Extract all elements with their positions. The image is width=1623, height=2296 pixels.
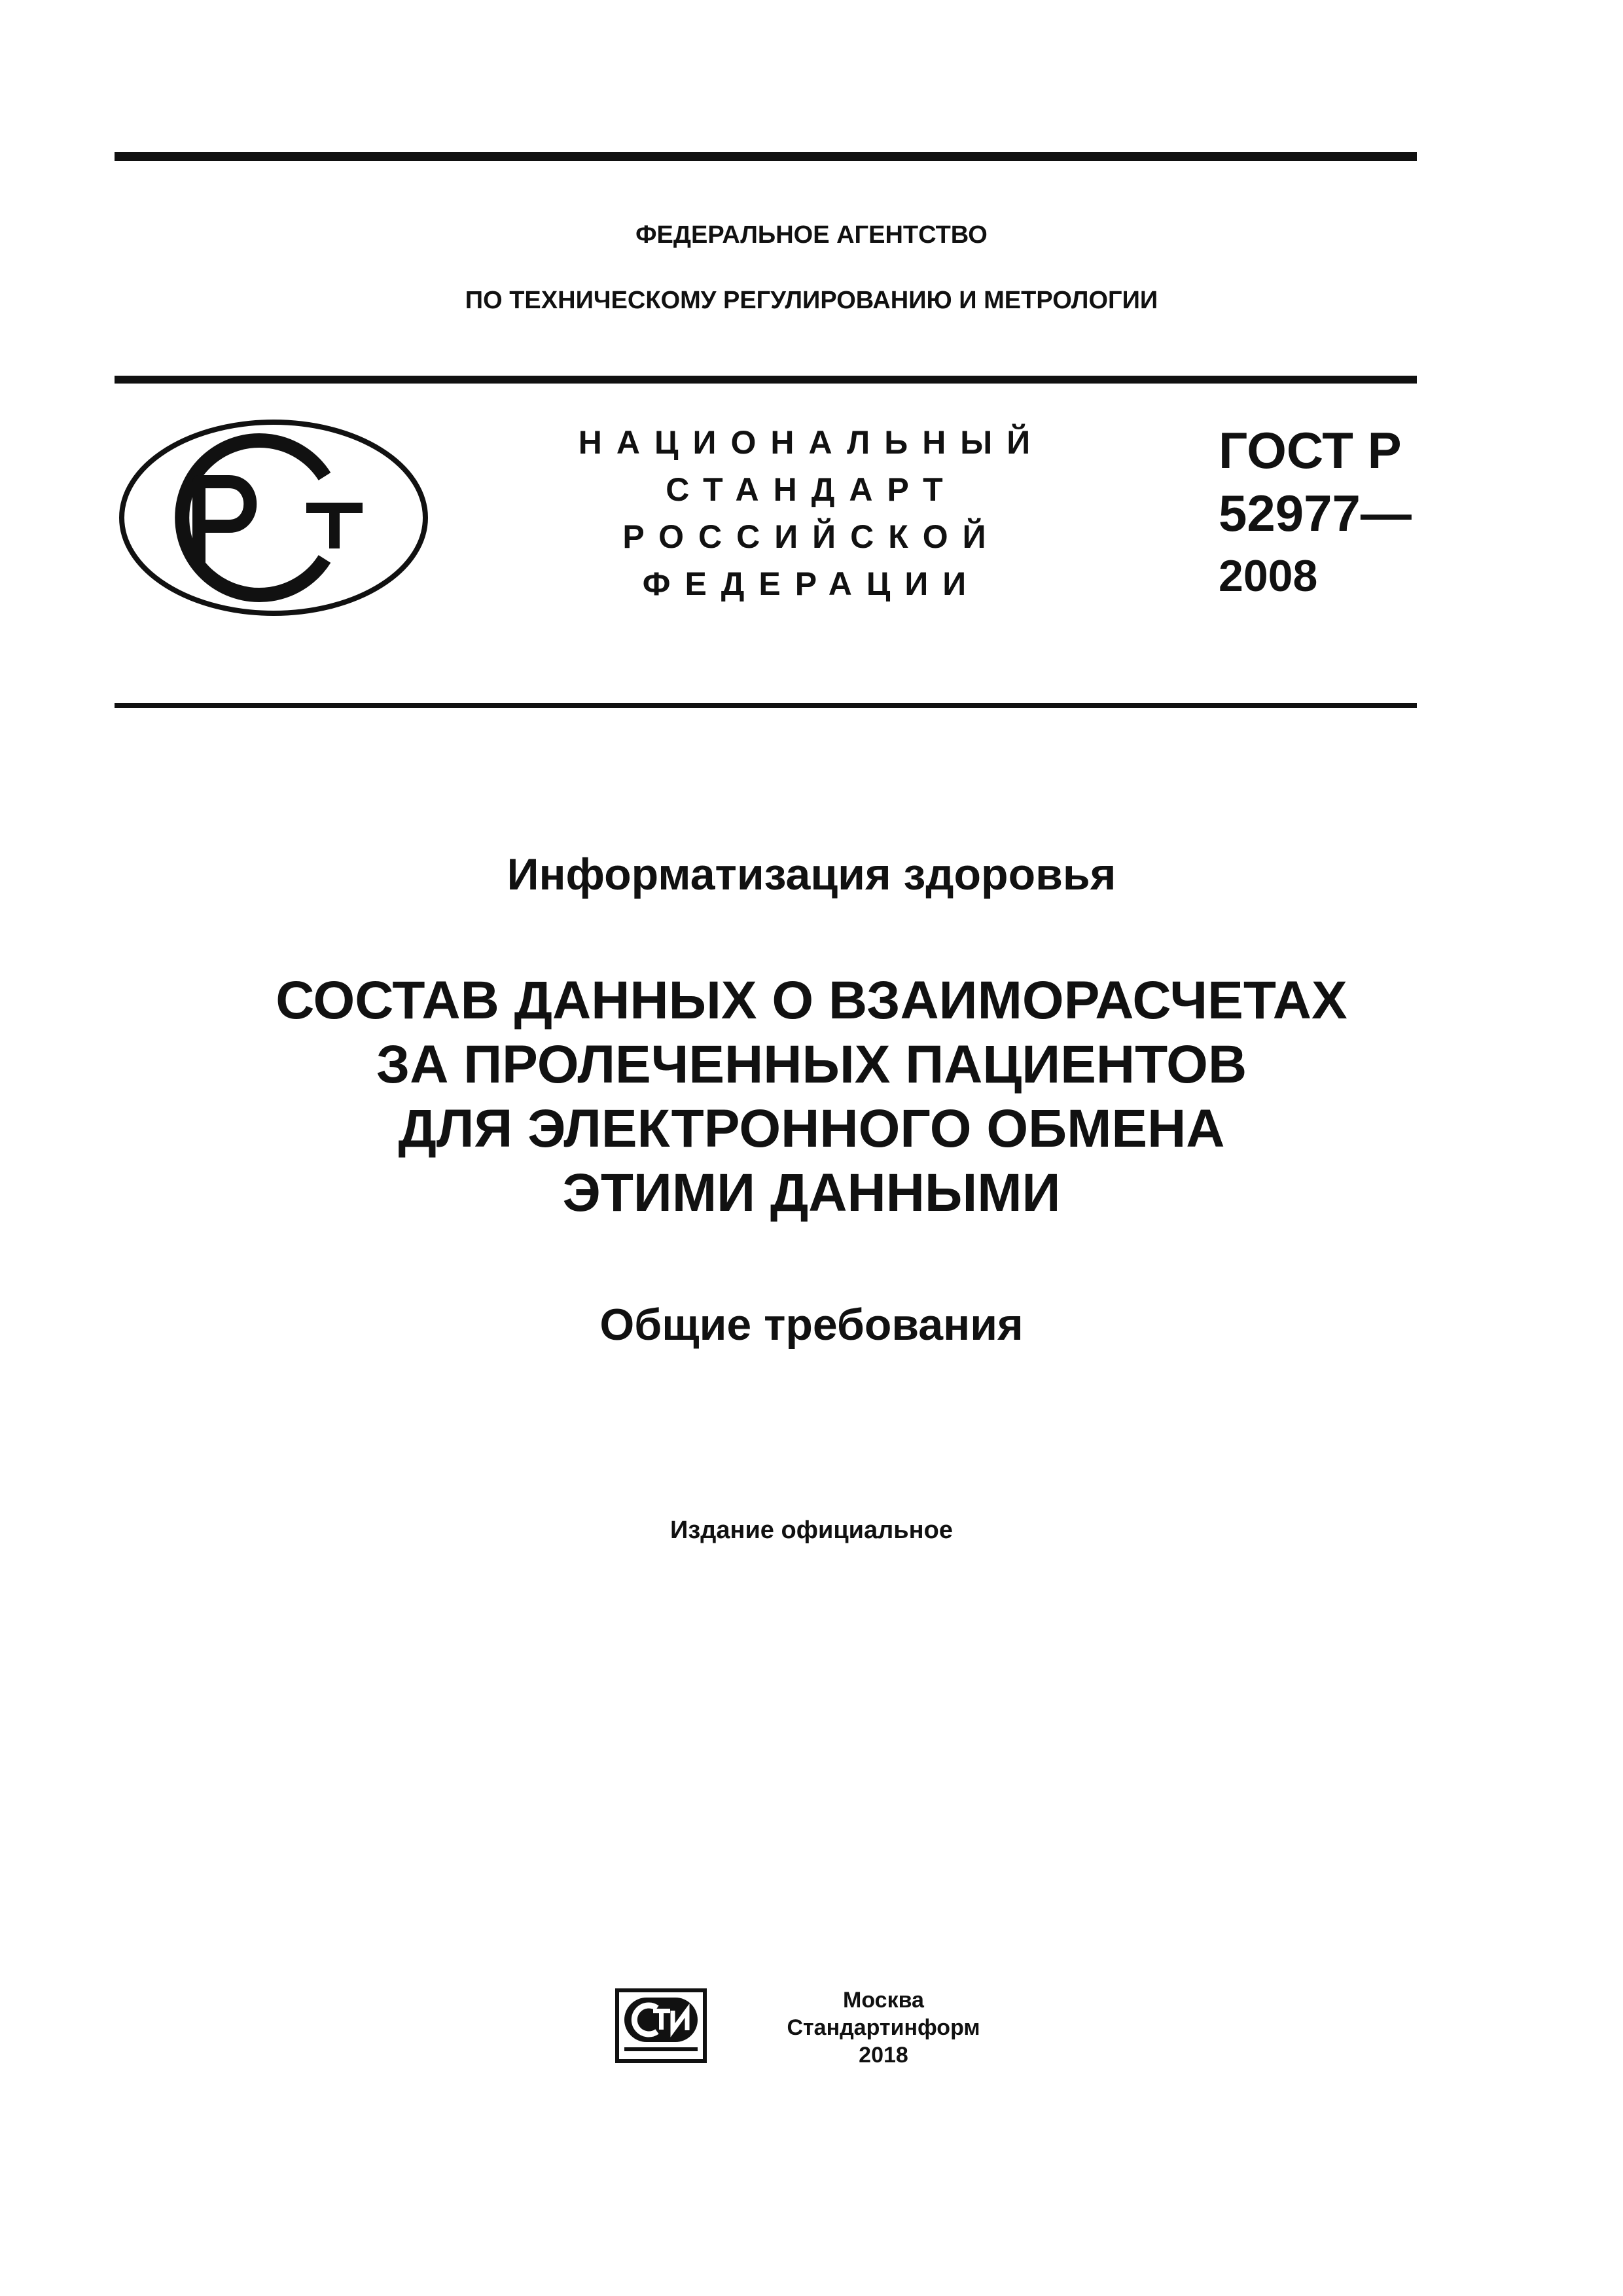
publisher-year: 2018	[859, 2043, 908, 2068]
national-standard-line-2: СТАНДАРТ	[666, 471, 957, 508]
document-title-line-3: ДЛЯ ЭЛЕКТРОННОГО ОБМЕНА	[398, 1099, 1225, 1158]
publisher-city: Москва	[843, 1988, 924, 2013]
document-category: Информатизация здоровья	[507, 850, 1116, 899]
document-title-line-2: ЗА ПРОЛЕЧЕННЫХ ПАЦИЕНТОВ	[376, 1035, 1247, 1094]
national-standard-line-4: ФЕДЕРАЦИИ	[642, 565, 981, 602]
publisher-name: Стандартинформ	[787, 2015, 980, 2040]
edition-note: Издание официальное	[670, 1516, 953, 1544]
document-subtitle: Общие требования	[599, 1300, 1024, 1350]
rst-logo-icon	[116, 416, 431, 619]
top-rule	[115, 152, 1417, 161]
header-rule	[115, 376, 1417, 384]
national-standard-line-1: НАЦИОНАЛЬНЫЙ	[578, 424, 1045, 461]
standard-rule	[115, 703, 1417, 708]
document-title-line-1: СОСТАВ ДАННЫХ О ВЗАИМОРАСЧЕТАХ	[276, 971, 1347, 1030]
gost-code	[1219, 419, 1412, 607]
document-title	[0, 969, 1623, 1225]
gost-code-line-1: ГОСТ Р	[1219, 422, 1402, 479]
gost-code-line-2: 52977—	[1219, 484, 1412, 542]
agency-line-2: ПО ТЕХНИЧЕСКОМУ РЕГУЛИРОВАНИЮ И МЕТРОЛОГИИ	[465, 287, 1158, 314]
national-standard-line-3: РОССИЙСКОЙ	[622, 518, 1001, 555]
agency-line-1: ФЕДЕРАЛЬНОЕ АГЕНТСТВО	[635, 221, 988, 249]
document-title-line-4: ЭТИМИ ДАННЫМИ	[562, 1163, 1061, 1223]
stinform-logo-icon	[615, 1988, 707, 2064]
publisher-info	[753, 1986, 1014, 2069]
gost-code-line-3: 2008	[1219, 551, 1318, 601]
